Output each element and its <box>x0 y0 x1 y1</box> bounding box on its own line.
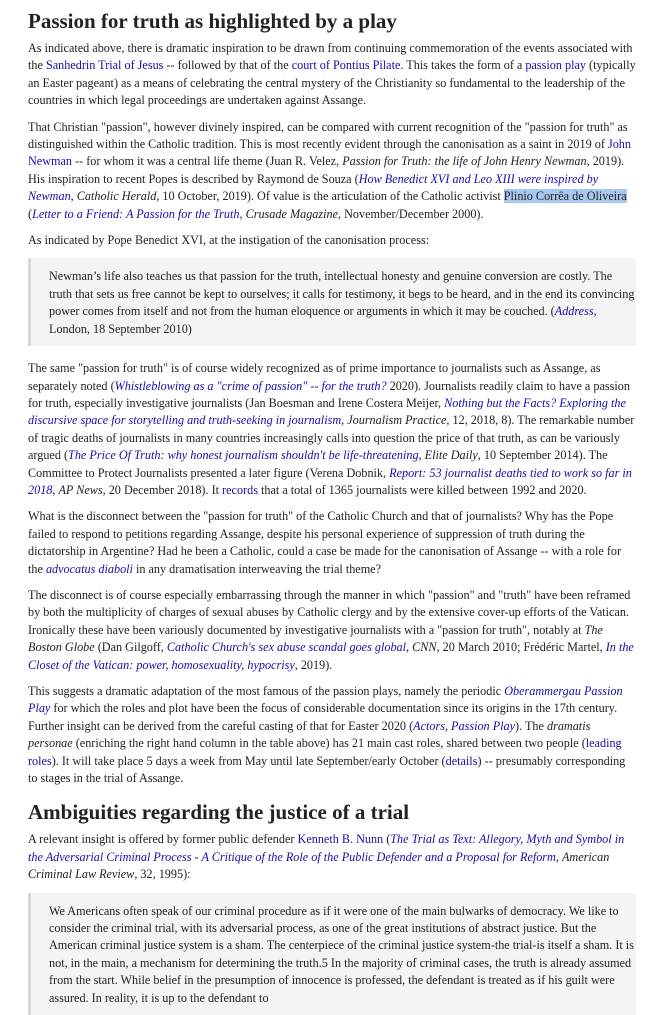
publication-title: AP News <box>58 482 103 497</box>
text: , London, 18 September 2010) <box>49 304 597 336</box>
link-leading-roles[interactable]: leading roles <box>28 736 622 768</box>
paragraph-nunn <box>28 831 636 883</box>
text: for which the roles and plot have been the focus of considerable documentation since its origins in the 17th century. Further insight can be derived from the careful casting of that for Easter 2020 ( <box>28 701 618 733</box>
text: ( <box>383 832 391 847</box>
publication-title: Elite Daily <box>424 448 478 463</box>
link-report-53-deaths[interactable]: Report: 53 journalist deaths tied to work so far in 2018 <box>28 465 632 497</box>
link-trial-as-text[interactable]: The Trial as Text: Allegory, Myth and Symbol in the Adversarial Criminal Process - A Critique of the Role of the Public Defender and a Proposal for Reform <box>28 832 625 864</box>
link-benedict-newman-article[interactable]: How Benedict XVI and Leo XIII were inspired by Newman <box>28 171 599 204</box>
text: , 12, 2018, 8). The remarkable number of tragic deaths of journalists in many countries increasingly calls into question the price of that truth, as can be variously argued ( <box>28 413 635 463</box>
text: . This takes the form of a <box>400 58 526 73</box>
text: ). The <box>515 718 547 733</box>
text: , 32, 1995): <box>134 867 191 882</box>
text: , <box>418 448 425 463</box>
link-john-newman[interactable]: John Newman <box>28 137 631 169</box>
text: ( <box>28 206 33 221</box>
text: -- for whom it was a central life theme (Juan R. Velez, <box>72 154 343 169</box>
text: ) -- presumably corresponding to stages in the trial of Assange. <box>28 753 626 786</box>
publication-title: Catholic Herald <box>76 189 157 204</box>
text: Newman’s life also teaches us that passion for the truth, intellectual honesty and genuine conversion are costly. The truth that sets us free cannot be kept to ourselves; it calls for testimony, it begs to be heard, and in the end its convincing power comes from itself and not from the human eloquence or arguments in which it may be couched. ( <box>49 269 635 319</box>
text: As indicated above, there is dramatic inspiration to be drawn from continuing commemoration of the events associated with the <box>28 41 633 73</box>
paragraph-trial-of-jesus <box>28 40 636 110</box>
text: This suggests a dramatic adaptation of the most famous of the passion plays, namely the periodic <box>28 684 505 698</box>
text: , 10 September 2014). The Committee to Protect Journalists presented a later figure (Verena Dobnik, <box>28 448 608 480</box>
highlighted-selection[interactable]: Plinio Corrêa de Oliveira <box>503 189 627 204</box>
link-sex-abuse-scandal[interactable]: Catholic Church's sex abuse scandal goes global <box>166 640 407 655</box>
publication-title: Journalism Practice <box>347 413 447 428</box>
text: , <box>341 413 348 428</box>
link-actors-passion-play[interactable]: Actors, Passion Play <box>413 718 516 733</box>
book-title: Passion for Truth: the life of John Henry Newman <box>342 154 587 169</box>
text: in any dramatisation interweaving the trial theme? <box>132 561 382 576</box>
link-passion-play[interactable]: passion play <box>525 58 586 73</box>
text: , <box>555 849 562 864</box>
text: A relevant insight is offered by former public defender <box>28 832 298 847</box>
text: The same "passion for truth" is of course widely recognized as of prime importance to journalists such as Assange, as separately noted ( <box>28 361 601 393</box>
text: , <box>239 206 246 221</box>
quote-text <box>49 268 636 338</box>
section-heading-ambiguities: Ambiguities regarding the justice of a trial <box>28 800 410 825</box>
text: (typically an Easter pageant) as a means of celebrating the central mystery of the Christianity so fundamental to the leadership of the countries in which legal proceedings are undertaken against Assange. <box>28 58 636 108</box>
blockquote-newman <box>28 258 636 346</box>
publication-title: CNN <box>412 640 437 655</box>
section-heading-passion: Passion for truth as highlighted by a play <box>28 9 397 33</box>
link-kenneth-nunn[interactable]: Kenneth B. Nunn <box>297 832 384 847</box>
publication-title: Crusade Magazine <box>245 206 339 221</box>
text: (Dan Gilgoff, <box>94 640 167 655</box>
paragraph-benedict-intro: As indicated by Pope Benedict XVI, at the instigation of the canonisation process: <box>28 233 430 248</box>
text: That Christian "passion", however divinely inspired, can be compared with current recognition of the "passion for truth" as distinguished within the Catholic tradition. This is most recently evident through the canonisation as a saint in 2019 of <box>28 119 628 152</box>
link-address[interactable]: Address <box>554 304 594 319</box>
text: (enriching the right hand column in the table above) has 21 main cast roles, shared between two people ( <box>72 736 586 751</box>
italic-term: dramatis personae <box>28 718 591 751</box>
text: 2020). Journalists readily claim to have a passion for truth, especially investigative journalists (Jan Boesman and Irene Costera Meijer, <box>28 378 630 410</box>
text: , 20 December 2018). It <box>102 482 223 497</box>
link-price-of-truth[interactable]: The Price Of Truth: why honest journalism shouldn't be life-threatening <box>68 448 419 463</box>
blockquote-nunn <box>28 893 636 1015</box>
text: ). It will take place 5 days a week from May until late September/early October ( <box>51 753 446 768</box>
text: What is the disconnect between the "passion for truth" of the Catholic Church and that of journalists? Why has the Pope failed to respond to petitions regarding Assange, despite his personal experience of suppression of truth during the dictatorship in Argentine? Had he been a Catholic, could a case be made for the canonisation of Assange -- with a role for the <box>28 509 622 576</box>
text: -- followed by that of the <box>163 58 292 73</box>
text: , 20 March 2010; Frédéric Martel, <box>436 640 606 655</box>
link-nothing-but-the-facts[interactable]: Nothing but the Facts? Exploring the discursive space for storytelling and truth-seeking in journalism <box>28 395 626 428</box>
text: , <box>70 189 77 204</box>
link-closet-of-vatican[interactable]: In the Closet of the Vatican: power, homosexuality, hypocrisy <box>28 640 634 672</box>
publication-title: American Criminal Law Review <box>28 849 610 882</box>
text: , November/December 2000). <box>338 206 484 221</box>
link-court-of-pilate[interactable]: court of Pontius Pilate <box>291 58 401 73</box>
text: , <box>406 640 413 655</box>
link-oberammergau[interactable]: Oberammergau Passion Play <box>28 684 623 716</box>
text: that a total of 1365 journalists were killed between 1992 and 2020. <box>257 482 587 497</box>
paragraph-christian-passion <box>28 119 636 223</box>
text: , 10 October, 2019). Of value is the articulation of the Catholic activist <box>156 189 504 204</box>
link-sanhedrin-trial[interactable]: Sanhedrin Trial of Jesus <box>45 58 164 73</box>
link-records[interactable]: records <box>222 482 258 497</box>
paragraph-disconnect-embarrassing <box>28 587 636 674</box>
paragraph-oberammergau <box>28 683 636 787</box>
link-whistleblowing[interactable]: Whistleblowing as a "crime of passion" -- for the truth? <box>114 378 387 393</box>
text: , 2019). <box>294 657 333 672</box>
text: , <box>52 482 59 497</box>
quote-text: We Americans often speak of our criminal procedure as if it were one of the main bulwarks of democracy. We like to consider the criminal trial, with its adversarial process, as one of the great institutions of abstract justice. But the American criminal justice system is a sham. The centerpiece of the criminal justice system-the trial-is itself a sham. It is not, in the main, a mechanism for determining the truth.5 In the majority of criminal cases, the truth is already assumed from the start. While belief in the presumption of innocence is professed, the defendant is treated as if his guilt were assured. In reality, it is up to the defendant to <box>49 903 634 1005</box>
paragraph-disconnect-question <box>28 508 636 578</box>
link-letter-to-a-friend[interactable]: Letter to a Friend: A Passion for the Truth <box>32 206 240 221</box>
link-details[interactable]: details <box>445 753 478 768</box>
text: The disconnect is of course especially embarrassing through the manner in which "passion" and "truth" have been reframed by both the multiplicity of charges of sexual abuses by Catholic clergy and by the extensive cover-up efforts of the Vatican. Ironically these have been variously documented by investigative journalists with a "passion for truth", notably at <box>28 587 631 637</box>
paragraph-journalists <box>28 360 636 499</box>
publication-title: The Boston Globe <box>28 622 603 655</box>
text: , 2019). His inspiration to recent Popes is described by Raymond de Souza ( <box>28 154 625 186</box>
link-advocatus-diaboli[interactable]: advocatus diaboli <box>45 561 133 576</box>
